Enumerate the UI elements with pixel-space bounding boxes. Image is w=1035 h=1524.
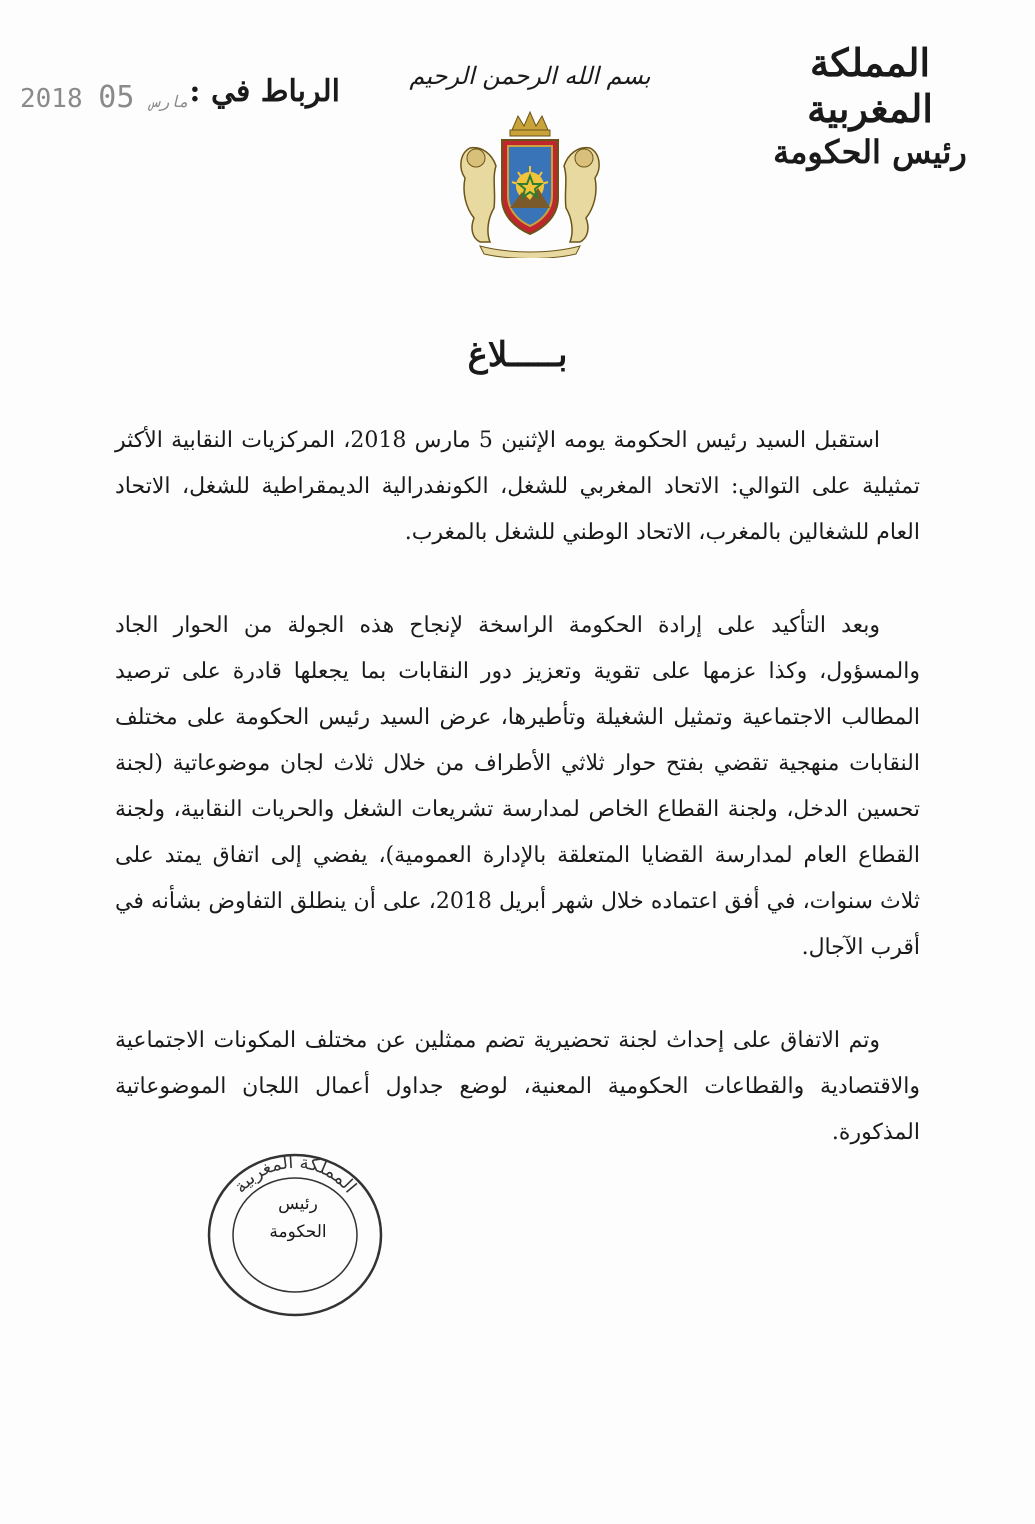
date-label: الرباط في : [189, 74, 340, 109]
document-body [115, 418, 920, 1203]
basmala: بسم الله الرحمن الرحيم [409, 62, 651, 90]
stamp-day: 05 [98, 80, 135, 115]
date-line [10, 72, 340, 122]
office-name: رئيس الحكومة [773, 133, 967, 171]
paragraph: وبعد التأكيد على إرادة الحكومة الراسخة لإنجاح هذه الجولة من الحوار الجاد والمسؤول، وكذا عزمها على تقوية وتعزيز دور النقابات بما يجعلها قادرة على ترصيد المطالب الاجتماعية وتمثيل الشغيلة وتأطيرها، عرض السيد رئيس الحكومة على مختلف النقابات منهجية تقضي بفتح حوار ثلاثي الأطراف من خلال ثلاث لجان موضوعاتية (لجنة تحسين الدخل، ولجنة القطاع الخاص لمدارسة تشريعات الشغل والحريات النقابية، ولجنة القطاع العام لمدارسة القضايا المتعلقة بالإدارة العمومية)، يفضي إلى اتفاق يمتد على ثلاث سنوات، في أفق اعتماده خلال شهر أبريل 2018، على أن ينطلق التفاوض بشأنه في أقرب الآجال. [115, 613, 920, 960]
stamp-year: 2018 [20, 84, 83, 114]
paragraph: وتم الاتفاق على إحداث لجنة تحضيرية تضم ممثلين عن مختلف المكونات الاجتماعية والاقتصادية والقطاعات الحكومية المعنية، لوضع جداول أعمال اللجان الموضوعاتية المذكورة. [115, 1028, 920, 1145]
seal-line-2: الحكومة [269, 1222, 327, 1242]
letterhead [755, 40, 985, 172]
seal-center [258, 1190, 338, 1246]
kingdom-name: المملكة المغربية [807, 40, 933, 131]
seal-ring-text: المملكة المغربية [229, 1151, 361, 1198]
paragraph: استقبل السيد رئيس الحكومة يومه الإثنين 5 مارس 2018، المركزيات النقابية الأكثر تمثيلية على التوالي: الاتحاد المغربي للشغل، الكونفدرالية الديمقراطية للشغل، الاتحاد العام للشغالين بالمغرب، الاتحاد الوطني للشغل بالمغرب. [115, 428, 920, 545]
page-title: بـــــلاغ [467, 335, 568, 375]
stamp-month: مارس [150, 92, 189, 111]
date-stamp [20, 80, 189, 115]
seal-line-1: رئيس [278, 1194, 318, 1214]
coat-of-arms-icon [440, 108, 620, 258]
